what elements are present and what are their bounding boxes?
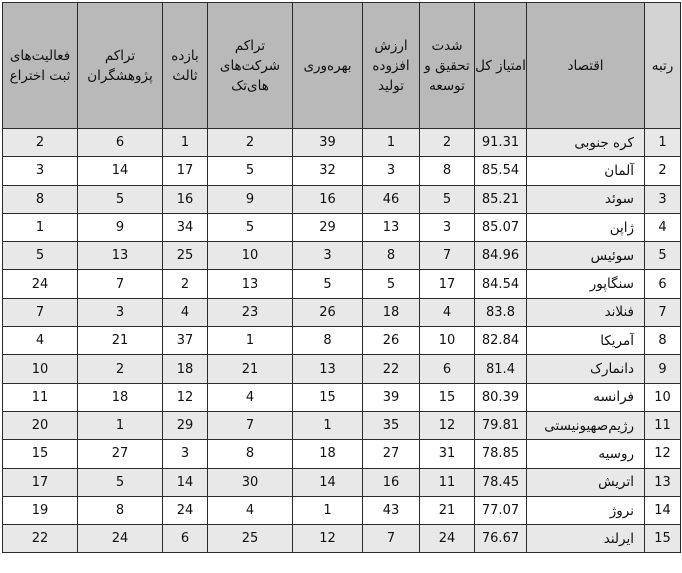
cell-productivity: 32: [293, 157, 363, 185]
cell-manufacturing-value-added: 1: [363, 129, 420, 157]
cell-tertiary-efficiency: 12: [163, 383, 208, 411]
cell-productivity: 16: [293, 185, 363, 213]
cell-productivity: 12: [293, 525, 363, 553]
cell-researcher-concentration: 24: [78, 525, 163, 553]
cell-rd-intensity: 3: [420, 213, 475, 241]
ranking-table: [2, 2, 681, 553]
cell-rd-intensity: 11: [420, 468, 475, 496]
cell-rd-intensity: 12: [420, 411, 475, 439]
cell-researcher-concentration: 14: [78, 157, 163, 185]
cell-productivity: 39: [293, 129, 363, 157]
cell-researcher-concentration: 7: [78, 270, 163, 298]
cell-researcher-concentration: 5: [78, 468, 163, 496]
cell-productivity: 29: [293, 213, 363, 241]
header-row: [3, 3, 681, 129]
cell-rank: 8: [645, 327, 681, 355]
cell-researcher-concentration: 9: [78, 213, 163, 241]
cell-manufacturing-value-added: 5: [363, 270, 420, 298]
header-manufacturing-value-added: ارزش افزوده تولید: [363, 3, 420, 129]
cell-tertiary-efficiency: 1: [163, 129, 208, 157]
cell-productivity: 1: [293, 496, 363, 524]
cell-hightech-density: 8: [208, 440, 293, 468]
cell-rank: 13: [645, 468, 681, 496]
cell-tertiary-efficiency: 17: [163, 157, 208, 185]
cell-economy: اتریش: [527, 468, 645, 496]
table-row: [3, 525, 681, 553]
cell-tertiary-efficiency: 6: [163, 525, 208, 553]
cell-manufacturing-value-added: 43: [363, 496, 420, 524]
cell-manufacturing-value-added: 7: [363, 525, 420, 553]
cell-rank: 11: [645, 411, 681, 439]
cell-economy: رژیم‌صهیونیستی: [527, 411, 645, 439]
cell-rd-intensity: 2: [420, 129, 475, 157]
cell-rd-intensity: 10: [420, 327, 475, 355]
cell-hightech-density: 4: [208, 496, 293, 524]
cell-rank: 14: [645, 496, 681, 524]
cell-tertiary-efficiency: 2: [163, 270, 208, 298]
cell-manufacturing-value-added: 13: [363, 213, 420, 241]
cell-rank: 15: [645, 525, 681, 553]
cell-patent-activity: 3: [3, 157, 78, 185]
table-row: [3, 270, 681, 298]
cell-productivity: 5: [293, 270, 363, 298]
cell-hightech-density: 5: [208, 213, 293, 241]
cell-rd-intensity: 5: [420, 185, 475, 213]
cell-total-score: 82.84: [475, 327, 527, 355]
cell-economy: سوئیس: [527, 242, 645, 270]
cell-total-score: 85.54: [475, 157, 527, 185]
table-row: [3, 411, 681, 439]
cell-researcher-concentration: 27: [78, 440, 163, 468]
table-row: [3, 298, 681, 326]
cell-rd-intensity: 6: [420, 355, 475, 383]
cell-total-score: 81.4: [475, 355, 527, 383]
cell-productivity: 26: [293, 298, 363, 326]
cell-hightech-density: 21: [208, 355, 293, 383]
cell-total-score: 84.96: [475, 242, 527, 270]
cell-patent-activity: 24: [3, 270, 78, 298]
cell-rd-intensity: 31: [420, 440, 475, 468]
cell-patent-activity: 20: [3, 411, 78, 439]
cell-patent-activity: 5: [3, 242, 78, 270]
cell-economy: ایرلند: [527, 525, 645, 553]
cell-rank: 2: [645, 157, 681, 185]
cell-productivity: 3: [293, 242, 363, 270]
cell-tertiary-efficiency: 34: [163, 213, 208, 241]
cell-manufacturing-value-added: 35: [363, 411, 420, 439]
cell-total-score: 80.39: [475, 383, 527, 411]
cell-rank: 9: [645, 355, 681, 383]
table-row: [3, 185, 681, 213]
cell-total-score: 85.07: [475, 213, 527, 241]
cell-economy: نروژ: [527, 496, 645, 524]
cell-economy: ژاپن: [527, 213, 645, 241]
cell-economy: دانمارک: [527, 355, 645, 383]
cell-researcher-concentration: 1: [78, 411, 163, 439]
cell-rd-intensity: 8: [420, 157, 475, 185]
cell-researcher-concentration: 3: [78, 298, 163, 326]
table-row: [3, 440, 681, 468]
table-row: [3, 157, 681, 185]
table-row: [3, 468, 681, 496]
cell-tertiary-efficiency: 25: [163, 242, 208, 270]
cell-economy: آلمان: [527, 157, 645, 185]
header-economy: اقتصاد: [527, 3, 645, 129]
table-row: [3, 383, 681, 411]
cell-patent-activity: 22: [3, 525, 78, 553]
cell-tertiary-efficiency: 14: [163, 468, 208, 496]
cell-economy: سوئد: [527, 185, 645, 213]
cell-total-score: 85.21: [475, 185, 527, 213]
header-hightech-density: تراکم شرکت‌های های‌تک: [208, 3, 293, 129]
cell-hightech-density: 13: [208, 270, 293, 298]
cell-patent-activity: 8: [3, 185, 78, 213]
cell-patent-activity: 2: [3, 129, 78, 157]
cell-total-score: 91.31: [475, 129, 527, 157]
cell-manufacturing-value-added: 18: [363, 298, 420, 326]
cell-researcher-concentration: 5: [78, 185, 163, 213]
cell-hightech-density: 30: [208, 468, 293, 496]
cell-total-score: 84.54: [475, 270, 527, 298]
cell-tertiary-efficiency: 37: [163, 327, 208, 355]
cell-productivity: 15: [293, 383, 363, 411]
cell-tertiary-efficiency: 29: [163, 411, 208, 439]
cell-manufacturing-value-added: 3: [363, 157, 420, 185]
cell-total-score: 79.81: [475, 411, 527, 439]
cell-researcher-concentration: 2: [78, 355, 163, 383]
cell-economy: روسیه: [527, 440, 645, 468]
cell-researcher-concentration: 18: [78, 383, 163, 411]
header-total-score: امتیاز کل: [475, 3, 527, 129]
cell-economy: سنگاپور: [527, 270, 645, 298]
cell-economy: کره جنوبی: [527, 129, 645, 157]
table-row: [3, 355, 681, 383]
cell-rd-intensity: 17: [420, 270, 475, 298]
cell-tertiary-efficiency: 3: [163, 440, 208, 468]
cell-rank: 10: [645, 383, 681, 411]
header-rank: رتبه: [645, 3, 681, 129]
cell-patent-activity: 10: [3, 355, 78, 383]
cell-rank: 1: [645, 129, 681, 157]
cell-hightech-density: 5: [208, 157, 293, 185]
table-row: [3, 213, 681, 241]
cell-total-score: 77.07: [475, 496, 527, 524]
cell-researcher-concentration: 6: [78, 129, 163, 157]
cell-total-score: 78.45: [475, 468, 527, 496]
cell-economy: فرانسه: [527, 383, 645, 411]
cell-rd-intensity: 24: [420, 525, 475, 553]
cell-researcher-concentration: 21: [78, 327, 163, 355]
table-row: [3, 327, 681, 355]
cell-hightech-density: 9: [208, 185, 293, 213]
cell-hightech-density: 4: [208, 383, 293, 411]
cell-patent-activity: 19: [3, 496, 78, 524]
header-rd-intensity: شدت تحقیق و توسعه: [420, 3, 475, 129]
cell-hightech-density: 7: [208, 411, 293, 439]
cell-researcher-concentration: 8: [78, 496, 163, 524]
cell-hightech-density: 1: [208, 327, 293, 355]
cell-rank: 5: [645, 242, 681, 270]
header-patent-activity: فعالیت‌های ثبت اختراع: [3, 3, 78, 129]
cell-rank: 3: [645, 185, 681, 213]
cell-patent-activity: 4: [3, 327, 78, 355]
cell-tertiary-efficiency: 4: [163, 298, 208, 326]
cell-patent-activity: 15: [3, 440, 78, 468]
cell-manufacturing-value-added: 22: [363, 355, 420, 383]
cell-tertiary-efficiency: 24: [163, 496, 208, 524]
cell-patent-activity: 1: [3, 213, 78, 241]
cell-rank: 6: [645, 270, 681, 298]
cell-patent-activity: 11: [3, 383, 78, 411]
header-productivity: بهره‌وری: [293, 3, 363, 129]
cell-rd-intensity: 7: [420, 242, 475, 270]
cell-rank: 7: [645, 298, 681, 326]
header-researcher-concentration: تراکم پژوهشگران: [78, 3, 163, 129]
table-row: [3, 242, 681, 270]
cell-manufacturing-value-added: 39: [363, 383, 420, 411]
cell-rd-intensity: 21: [420, 496, 475, 524]
cell-total-score: 83.8: [475, 298, 527, 326]
cell-productivity: 13: [293, 355, 363, 383]
cell-manufacturing-value-added: 8: [363, 242, 420, 270]
cell-productivity: 1: [293, 411, 363, 439]
cell-total-score: 76.67: [475, 525, 527, 553]
cell-manufacturing-value-added: 46: [363, 185, 420, 213]
cell-tertiary-efficiency: 18: [163, 355, 208, 383]
cell-productivity: 14: [293, 468, 363, 496]
header-tertiary-efficiency: بازده ثالث: [163, 3, 208, 129]
cell-rd-intensity: 4: [420, 298, 475, 326]
cell-productivity: 18: [293, 440, 363, 468]
table-row: [3, 129, 681, 157]
cell-economy: فنلاند: [527, 298, 645, 326]
cell-manufacturing-value-added: 26: [363, 327, 420, 355]
cell-hightech-density: 10: [208, 242, 293, 270]
cell-total-score: 78.85: [475, 440, 527, 468]
cell-hightech-density: 23: [208, 298, 293, 326]
cell-manufacturing-value-added: 16: [363, 468, 420, 496]
table-row: [3, 496, 681, 524]
cell-rd-intensity: 15: [420, 383, 475, 411]
cell-researcher-concentration: 13: [78, 242, 163, 270]
cell-rank: 12: [645, 440, 681, 468]
cell-hightech-density: 2: [208, 129, 293, 157]
cell-productivity: 8: [293, 327, 363, 355]
cell-manufacturing-value-added: 27: [363, 440, 420, 468]
cell-patent-activity: 7: [3, 298, 78, 326]
cell-rank: 4: [645, 213, 681, 241]
cell-tertiary-efficiency: 16: [163, 185, 208, 213]
cell-hightech-density: 25: [208, 525, 293, 553]
cell-economy: آمریکا: [527, 327, 645, 355]
cell-patent-activity: 17: [3, 468, 78, 496]
